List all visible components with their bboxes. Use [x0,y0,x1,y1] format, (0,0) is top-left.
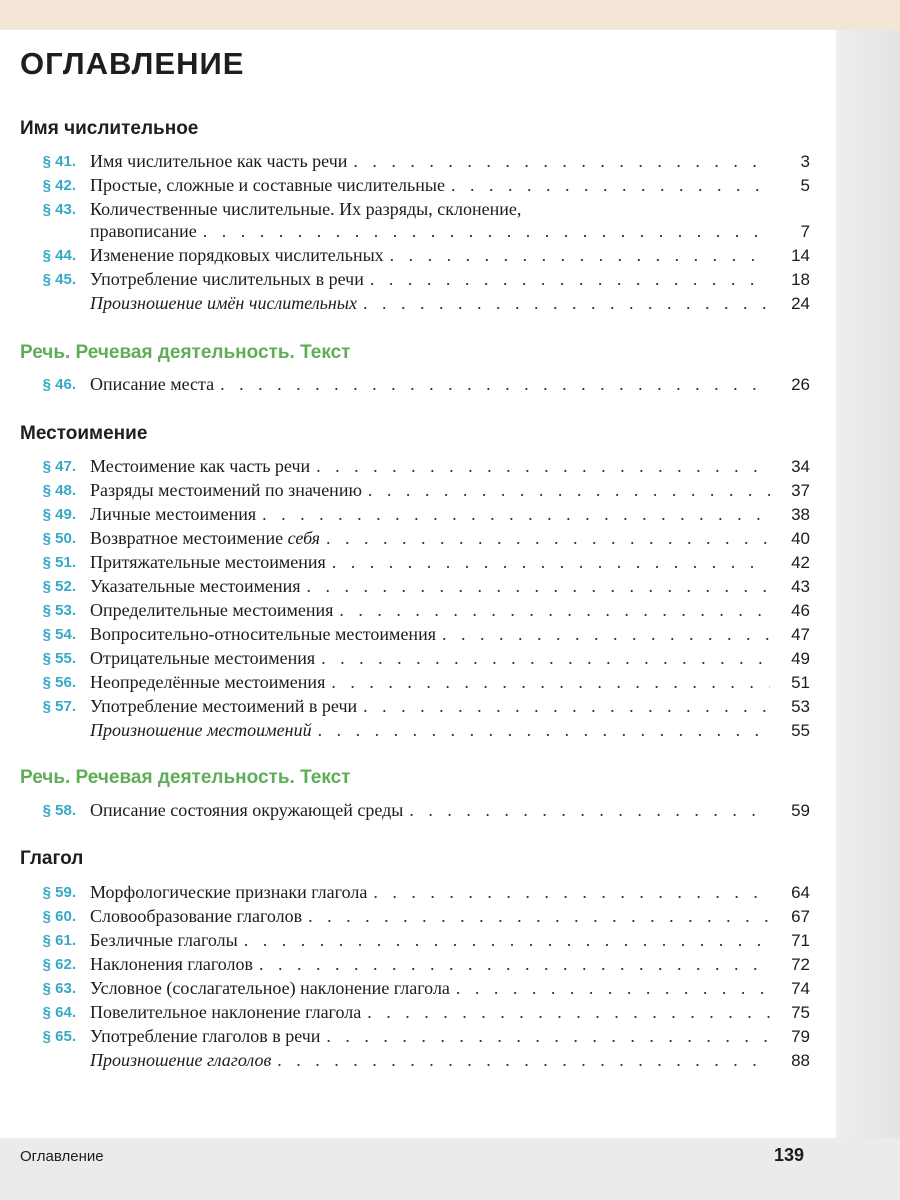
entry-title: Употребление числительных в речи [90,269,364,289]
dot-leader [409,799,770,821]
dot-leader [456,977,770,999]
toc-entry[interactable] [0,1049,836,1073]
toc-entry[interactable] [0,174,836,198]
paragraph-number: § 46. [42,376,76,393]
page-title: ОГЛАВЛЕНИЕ [20,46,245,81]
toc-entry[interactable] [0,977,836,1001]
page-number: 79 [791,1027,810,1046]
entry-title: Повелительное наклонение глагола [90,1002,362,1022]
paragraph-number: § 64. [42,1004,76,1021]
entry-title: Притяжательные местоимения [90,552,326,572]
dot-leader [368,479,770,501]
dot-leader [326,1025,770,1047]
toc-entry[interactable] [0,599,836,623]
dot-leader [390,244,770,266]
page-edge-shadow [836,30,900,1138]
paragraph-number: § 61. [42,932,76,949]
section-heading-verb: Глагол [20,848,84,869]
page-number: 74 [791,979,810,998]
paragraph-number: § 55. [42,650,76,667]
toc-entry[interactable] [0,150,836,174]
paragraph-number: § 43. [42,201,76,218]
toc-entry[interactable] [0,623,836,647]
dot-leader [331,671,770,693]
entry-title: Произношение глаголов [90,1050,272,1070]
toc-entry-continued[interactable] [0,220,836,244]
section-heading-numeral: Имя числительное [20,118,199,139]
toc-entry[interactable] [0,719,836,743]
page-number: 64 [791,883,810,902]
paragraph-number: § 60. [42,908,76,925]
paragraph-number: § 48. [42,482,76,499]
page-number: 88 [791,1051,810,1070]
page-number: 51 [791,673,810,692]
page-number: 7 [800,222,810,241]
toc-entry[interactable] [0,953,836,977]
entry-title: Морфологические признаки глагола [90,882,368,902]
dot-leader [367,1001,770,1023]
entry-title: Местоимение как часть речи [90,456,311,476]
paragraph-number: § 56. [42,674,76,691]
page-number: 75 [791,1003,810,1022]
paragraph-number: § 47. [42,458,76,475]
dot-leader [373,881,770,903]
toc-entry[interactable] [0,198,836,222]
dot-leader [332,551,770,573]
dot-leader [353,150,770,172]
entry-title: Произношение местоимений [90,720,312,740]
entry-title: Описание места [90,374,215,394]
entry-title: Употребление местоимений в речи [90,696,358,716]
dot-leader [363,695,770,717]
entry-title: Словообразование глаголов [90,906,303,926]
page-number: 43 [791,577,810,596]
page-number: 67 [791,907,810,926]
toc-entry[interactable] [0,929,836,953]
section-heading-speech-2: Речь. Речевая деятельность. Текст [20,767,351,788]
dot-leader [370,268,770,290]
page-number: 47 [791,625,810,644]
entry-title: Простые, сложные и составные числительные [90,175,445,195]
paragraph-number: § 65. [42,1028,76,1045]
page-number: 59 [791,801,810,820]
entry-title: Употребление глаголов в речи [90,1026,321,1046]
dot-leader [326,527,770,549]
entry-title: Определительные местоимения [90,600,334,620]
dot-leader [339,599,770,621]
folio-page-number: 139 [773,1145,804,1165]
paragraph-number: § 53. [42,602,76,619]
toc-entry[interactable] [0,575,836,599]
entry-title: Описание состояния окружающей среды [90,800,404,820]
entry-title: Вопросительно-относительные местоимения [90,624,436,644]
toc-entry[interactable] [0,1001,836,1025]
entry-title: Изменение порядковых числительных [90,245,384,265]
toc-entry[interactable] [0,695,836,719]
toc-entry[interactable] [0,503,836,527]
toc-entry[interactable] [0,647,836,671]
page-number: 53 [791,697,810,716]
page-number: 38 [791,505,810,524]
paragraph-number: § 57. [42,698,76,715]
toc-entry[interactable] [0,799,836,823]
toc-entry[interactable] [0,527,836,551]
page-number: 55 [791,721,810,740]
dot-leader [244,929,770,951]
entry-title: Указательные местоимения [90,576,301,596]
paragraph-number: § 51. [42,554,76,571]
entry-title: Неопределённые местоимения [90,672,326,692]
toc-entry[interactable] [0,373,836,397]
section-heading-pronoun: Местоимение [20,423,148,444]
dot-leader [318,719,770,741]
page-number: 5 [800,176,810,195]
toc-entry[interactable] [0,905,836,929]
entry-title: правописание [90,221,197,241]
paragraph-number: § 49. [42,506,76,523]
page-number: 3 [800,152,810,171]
paragraph-number: § 59. [42,884,76,901]
dot-leader [220,373,770,395]
toc-entry[interactable] [0,881,836,905]
entry-title-line1: Количественные числительные. Их разряды, склонение, [90,199,522,219]
entry-title: Наклонения глаголов [90,954,254,974]
dot-leader [451,174,770,196]
dot-leader [442,623,770,645]
page-number: 40 [791,529,810,548]
paragraph-number: § 41. [42,153,76,170]
dot-leader [363,292,770,314]
page-number: 46 [791,601,810,620]
dot-leader [277,1049,770,1071]
entry-title: Разряды местоимений по значению [90,480,362,500]
page-number: 24 [791,294,810,313]
toc-entry[interactable] [0,455,836,479]
entry-title: Безличные глаголы [90,930,238,950]
page-number: 37 [791,481,810,500]
paragraph-number: § 62. [42,956,76,973]
paragraph-number: § 58. [42,802,76,819]
dot-leader [203,220,770,242]
page-number: 14 [791,246,810,265]
dot-leader [316,455,770,477]
entry-title: Условное (сослагательное) наклонение глагола [90,978,450,998]
dot-leader [308,905,770,927]
section-heading-speech: Речь. Речевая деятельность. Текст [20,342,351,363]
toc-entry[interactable] [0,479,836,503]
toc-entry[interactable] [0,292,836,316]
toc-entry[interactable] [0,268,836,292]
page-number: 49 [791,649,810,668]
dot-leader [262,503,770,525]
page-number: 18 [791,270,810,289]
entry-title: Личные местоимения [90,504,257,524]
paragraph-number: § 44. [42,247,76,264]
page-number: 34 [791,457,810,476]
entry-title: Отрицательные местоимения [90,648,316,668]
page-number: 42 [791,553,810,572]
dot-leader [321,647,770,669]
page-number: 26 [791,375,810,394]
running-footer-label: Оглавление [20,1148,104,1165]
page-number: 71 [791,931,810,950]
top-scan-edge [0,0,900,32]
page-number: 72 [791,955,810,974]
toc-entry[interactable] [0,1025,836,1049]
paragraph-number: § 45. [42,271,76,288]
dot-leader [307,575,770,597]
paragraph-number: § 50. [42,530,76,547]
paragraph-number: § 52. [42,578,76,595]
entry-title-italic: себя [287,528,321,548]
paragraph-number: § 54. [42,626,76,643]
dot-leader [259,953,770,975]
toc-entry[interactable] [0,551,836,575]
entry-title: Произношение имён числительных [90,293,357,313]
toc-entry[interactable] [0,671,836,695]
paragraph-number: § 42. [42,177,76,194]
entry-title: Имя числительное как часть речи [90,151,348,171]
toc-entry[interactable] [0,244,836,268]
entry-title: Возвратное местоимение [90,528,284,548]
paragraph-number: § 63. [42,980,76,997]
